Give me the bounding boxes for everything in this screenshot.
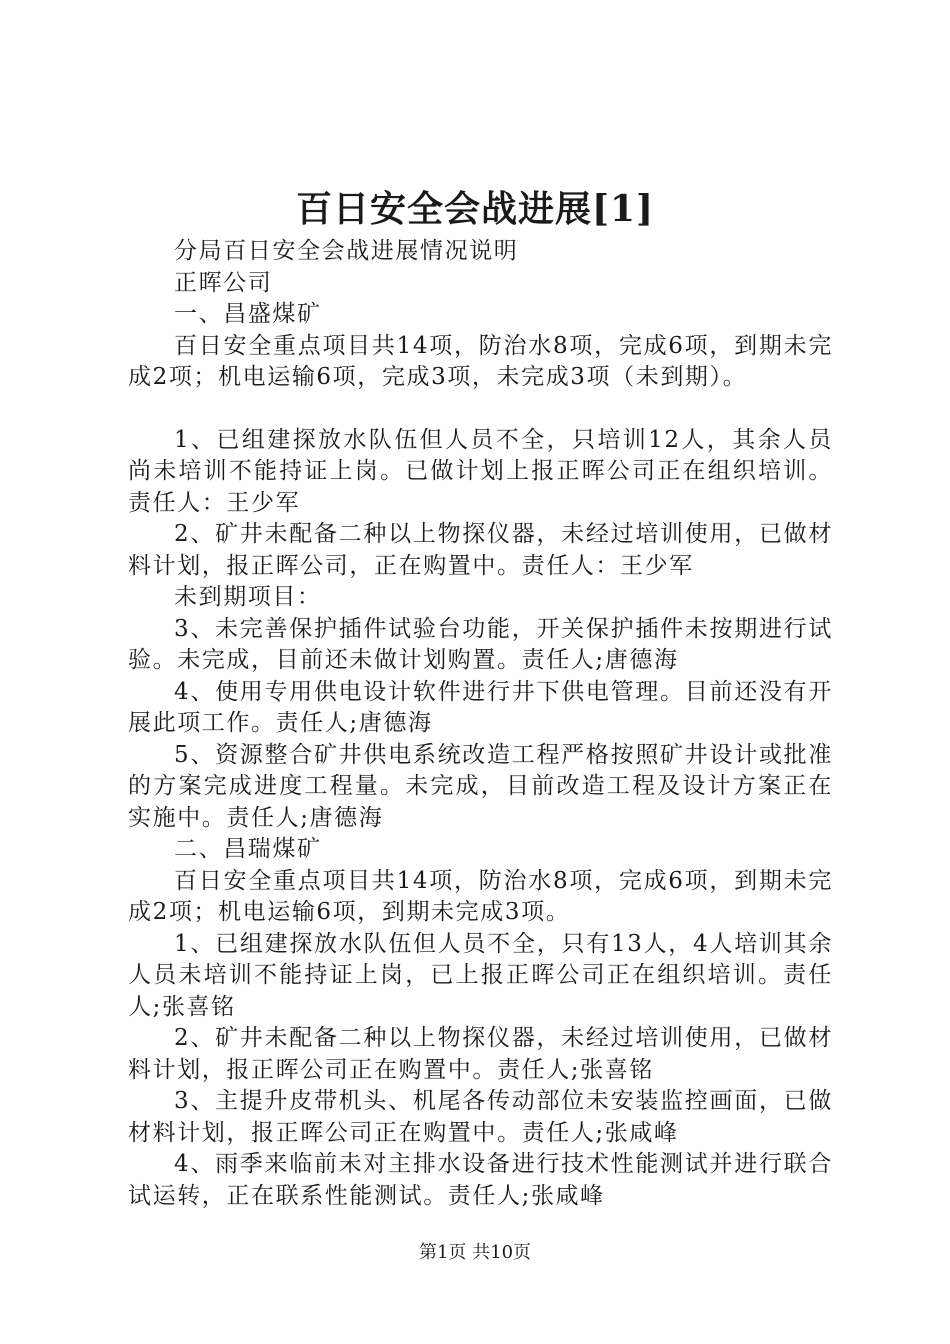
paragraph-summary: 百日安全重点项目共14项，防治水8项，完成6项，到期未完成2项；机电运输6项，完成3项，未完成3项（未到期）。: [128, 332, 833, 390]
document-title: 百日安全会战进展[1]: [295, 188, 655, 230]
paragraph-company: 正晖公司: [174, 269, 273, 296]
paragraph-item: 5、资源整合矿井供电系统改造工程严格按照矿井设计或批准的方案完成进度工程量。未完成，目前改造工程及设计方案正在实施中。责任人;唐德海: [128, 741, 833, 831]
paragraph-item: 3、主提升皮带机头、机尾各传动部位未安装监控画面，已做材料计划，报正晖公司正在购置中。责任人;张咸峰: [128, 1088, 833, 1146]
paragraph-heading: 分局百日安全会战进展情况说明: [174, 238, 519, 264]
section-heading-changsheng: 一、昌盛煤矿: [174, 301, 322, 327]
section-heading-changrui: 二、昌瑞煤矿: [174, 836, 322, 862]
paragraph-item: 4、使用专用供电设计软件进行井下供电管理。目前还没有开展此项工作。责任人;唐德海: [128, 678, 833, 736]
paragraph-item: 1、已组建探放水队伍但人员不全，只有13人，4人培训其余人员未培训不能持证上岗，已上报正晖公司正在组织培训。责任人;张喜铭: [128, 930, 833, 1020]
paragraph-item: 4、雨季来临前未对主排水设备进行技术性能测试并进行联合试运转，正在联系性能测试。责任人;张咸峰: [128, 1151, 833, 1209]
document-body: [128, 236, 833, 1212]
page-footer: 第1页 共10页: [418, 1242, 532, 1263]
paragraph-item: 2、矿井未配备二种以上物探仪器，未经过培训使用，已做材料计划，报正晖公司，正在购置中。责任人：王少军: [128, 521, 833, 579]
paragraph-subheading: 未到期项目：: [174, 584, 322, 610]
paragraph-item: 1、已组建探放水队伍但人员不全，只培训12人，其余人员尚未培训不能持证上岗。已做计划上报正晖公司正在组织培训。责任人：王少军: [128, 426, 833, 516]
paragraph-item: 3、未完善保护插件试验台功能，开关保护插件未按期进行试验。未完成，目前还未做计划购置。责任人;唐德海: [128, 615, 833, 673]
paragraph-item: 2、矿井未配备二种以上物探仪器，未经过培训使用，已做材料计划，报正晖公司正在购置中。责任人;张喜铭: [128, 1025, 833, 1083]
paragraph-summary: 百日安全重点项目共14项，防治水8项，完成6项，到期未完成2项；机电运输6项，到期未完成3项。: [128, 867, 833, 925]
